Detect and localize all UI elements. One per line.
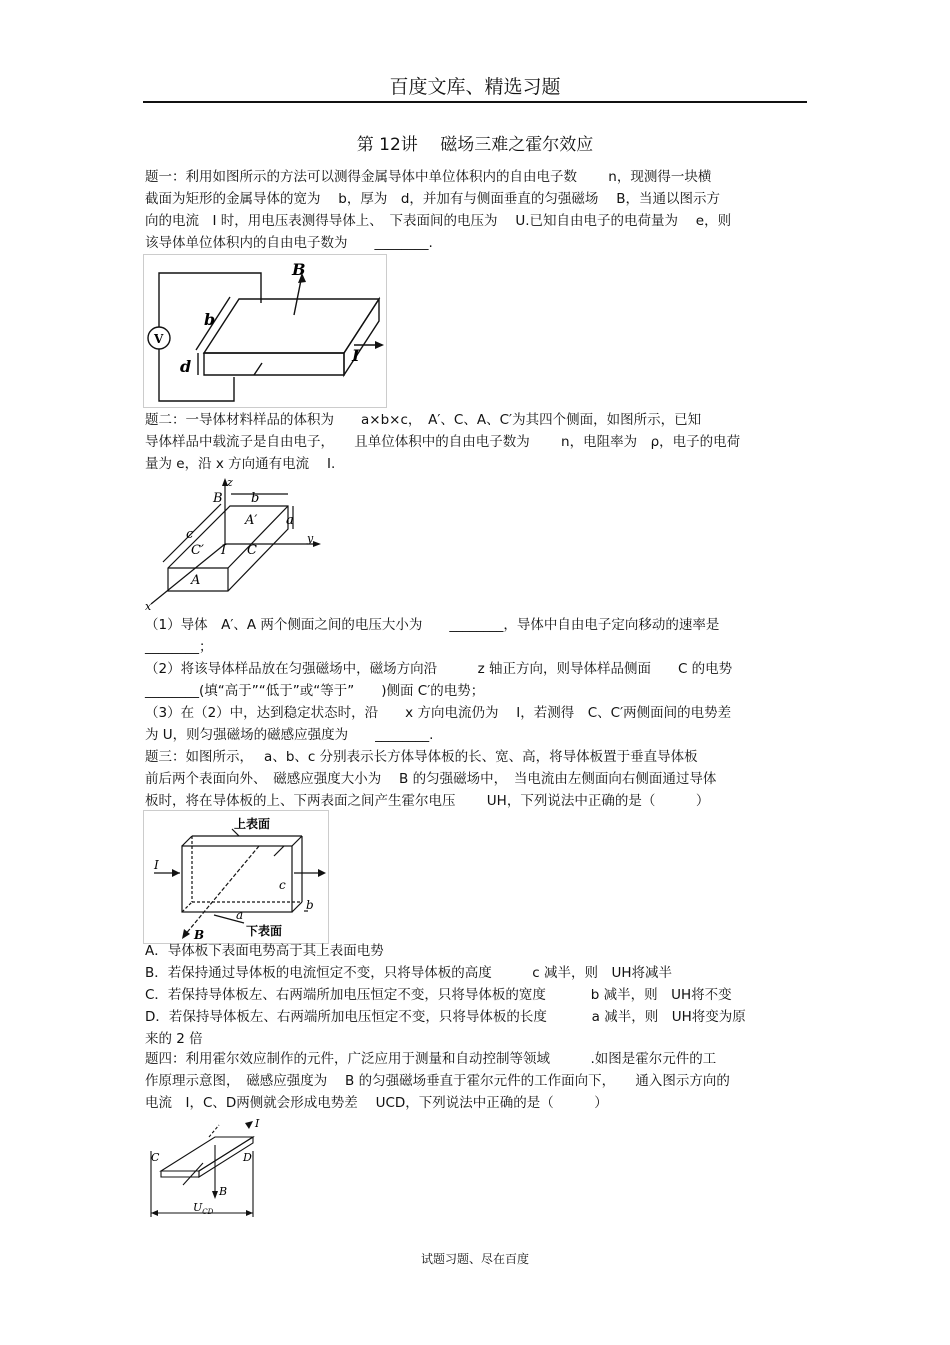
q4-figure	[143, 1115, 268, 1225]
q2-label-C: C	[247, 543, 257, 558]
q3-figure	[143, 810, 329, 944]
q4-label-C: C	[151, 1151, 160, 1164]
header-rule	[143, 101, 807, 103]
q1-text	[145, 166, 810, 254]
q3-label-top-surface: 上表面	[234, 817, 271, 831]
q2-label-I: I	[221, 543, 227, 558]
q4-line: 作原理示意图， 磁感应强度为 B 的匀强磁场垂直于霍尔元件的工作面向下， 通入图示方向的	[145, 1073, 730, 1089]
q4-text	[145, 1048, 810, 1114]
q3-line: 板时，将在导体板的上、下两表面之间产生霍尔电压 UH，下列说法中正确的是（ ）	[145, 793, 710, 809]
q3-options	[145, 940, 810, 1050]
q2-sub-line: 为 U，则匀强磁场的磁感应强度为 ________.	[145, 727, 434, 743]
q4-label-U-sub: CD	[202, 1208, 214, 1216]
q1-line: 向的电流 I 时，用电压表测得导体上、 下表面间的电压为 U.已知自由电子的电荷量为 e，则	[145, 213, 732, 229]
q3-line: 前后两个表面向外、 磁感应强度大小为 B 的匀强磁场中， 当电流由左侧面向右侧面通过导体	[145, 771, 717, 787]
q2-label-Aprime: A′	[245, 513, 258, 528]
q1-figure	[143, 254, 387, 408]
q2-label-a: a	[286, 513, 294, 528]
page-title: 第 12讲 磁场三难之霍尔效应	[356, 135, 594, 155]
q3-option-d: D．若保持导体板左、右两端所加电压恒定不变，只将导体板的长度 a 减半，则 UH将变为原	[145, 1009, 746, 1025]
q2-label-c: c	[186, 527, 194, 542]
q4-label-D: D	[243, 1151, 252, 1164]
q2-sub-line: ________(填“高于”“低于”或“等于” )侧面 C′的电势；	[145, 683, 485, 699]
q2-label-b: b	[251, 491, 260, 506]
q2-sub-line: ________；	[145, 639, 213, 655]
page-footer: 试题习题、尽在百度	[420, 1252, 529, 1266]
q2-sub-line: （3）在（2）中，达到稳定状态时，沿 x 方向电流仍为 I，若测得 C、C′两侧面间的电势差	[145, 705, 732, 721]
q2-sub-line: （1）导体 A′、A 两个侧面之间的电压大小为 ________，导体中自由电子定向移动的速率是	[145, 617, 720, 633]
q2-line: 导体样品中载流子是自由电子， 且单位体积中的自由电子数为 n，电阻率为 ρ，电子的电荷	[145, 434, 741, 450]
q4-line: 题四：利用霍尔效应制作的元件，广泛应用于测量和自动控制等领域 .如图是霍尔元件的工	[145, 1051, 717, 1067]
q4-label-B: B	[219, 1185, 228, 1198]
q3-label-bottom-surface: 下表面	[246, 924, 283, 938]
q2-axis-z: z	[227, 476, 233, 489]
q3-label-a: a	[236, 908, 244, 922]
q4-label-I: I	[255, 1117, 260, 1130]
q2-line: 题二：一导体材料样品的体积为 a×b×c， A′、C、A、C′为其四个侧面，如图所示，已知	[145, 412, 702, 428]
q3-label-c: c	[279, 878, 286, 892]
q3-label-b: b	[306, 898, 314, 912]
q3-option-d-cont: 来的 2 倍	[145, 1031, 203, 1047]
q4-label-U-main: U	[193, 1201, 203, 1214]
q1-label-V: V	[154, 332, 164, 346]
q1-label-b: b	[204, 310, 216, 329]
q3-label-I: I	[154, 858, 159, 872]
q2-axis-x: x	[145, 600, 152, 612]
q1-label-d: d	[180, 357, 192, 376]
q3-option-a: A．导体板下表面电势高于其上表面电势	[145, 943, 384, 959]
q3-line: 题三：如图所示， a、b、c 分别表示长方体导体板的长、宽、高，将导体板置于垂直导体板	[145, 749, 698, 765]
q2-axis-y: y	[307, 532, 314, 545]
q1-label-B: B	[292, 260, 306, 279]
q2-sub-line: （2）将该导体样品放在匀强磁场中，磁场方向沿 z 轴正方向，则导体样品侧面 C 的电势	[145, 661, 733, 677]
q3-option-c: C．若保持导体板左、右两端所加电压恒定不变，只将导体板的宽度 b 减半，则 UH将不变	[145, 987, 732, 1003]
q1-line: 截面为矩形的金属导体的宽为 b，厚为 d，并加有与侧面垂直的匀强磁场 B，当通以图示方	[145, 191, 720, 207]
q1-label-I: I	[352, 346, 360, 365]
q2-line: 量为 e，沿 x 方向通有电流 I.	[145, 456, 336, 472]
q1-line: 该导体单位体积内的自由电子数为 ________.	[145, 235, 433, 251]
q4-line: 电流 I，C、D两侧就会形成电势差 UCD，下列说法中正确的是（ ）	[145, 1095, 608, 1111]
q2-text	[145, 409, 810, 475]
page-header: 百度文库、精选习题	[389, 76, 561, 98]
q2-figure	[143, 474, 323, 612]
q3-text	[145, 746, 810, 812]
q2-label-A: A	[191, 573, 201, 588]
q4-label-U	[193, 1201, 214, 1216]
q3-option-b: B．若保持通过导体板的电流恒定不变，只将导体板的高度 c 减半，则 UH将减半	[145, 965, 673, 981]
q2-subquestions	[145, 614, 810, 746]
q3-label-B: B	[194, 928, 205, 942]
q2-label-Cprime: C′	[191, 543, 204, 558]
q2-label-B: B	[213, 491, 223, 506]
q1-line: 题一：利用如图所示的方法可以测得金属导体中单位体积内的自由电子数 n，现测得一块横	[145, 169, 712, 185]
